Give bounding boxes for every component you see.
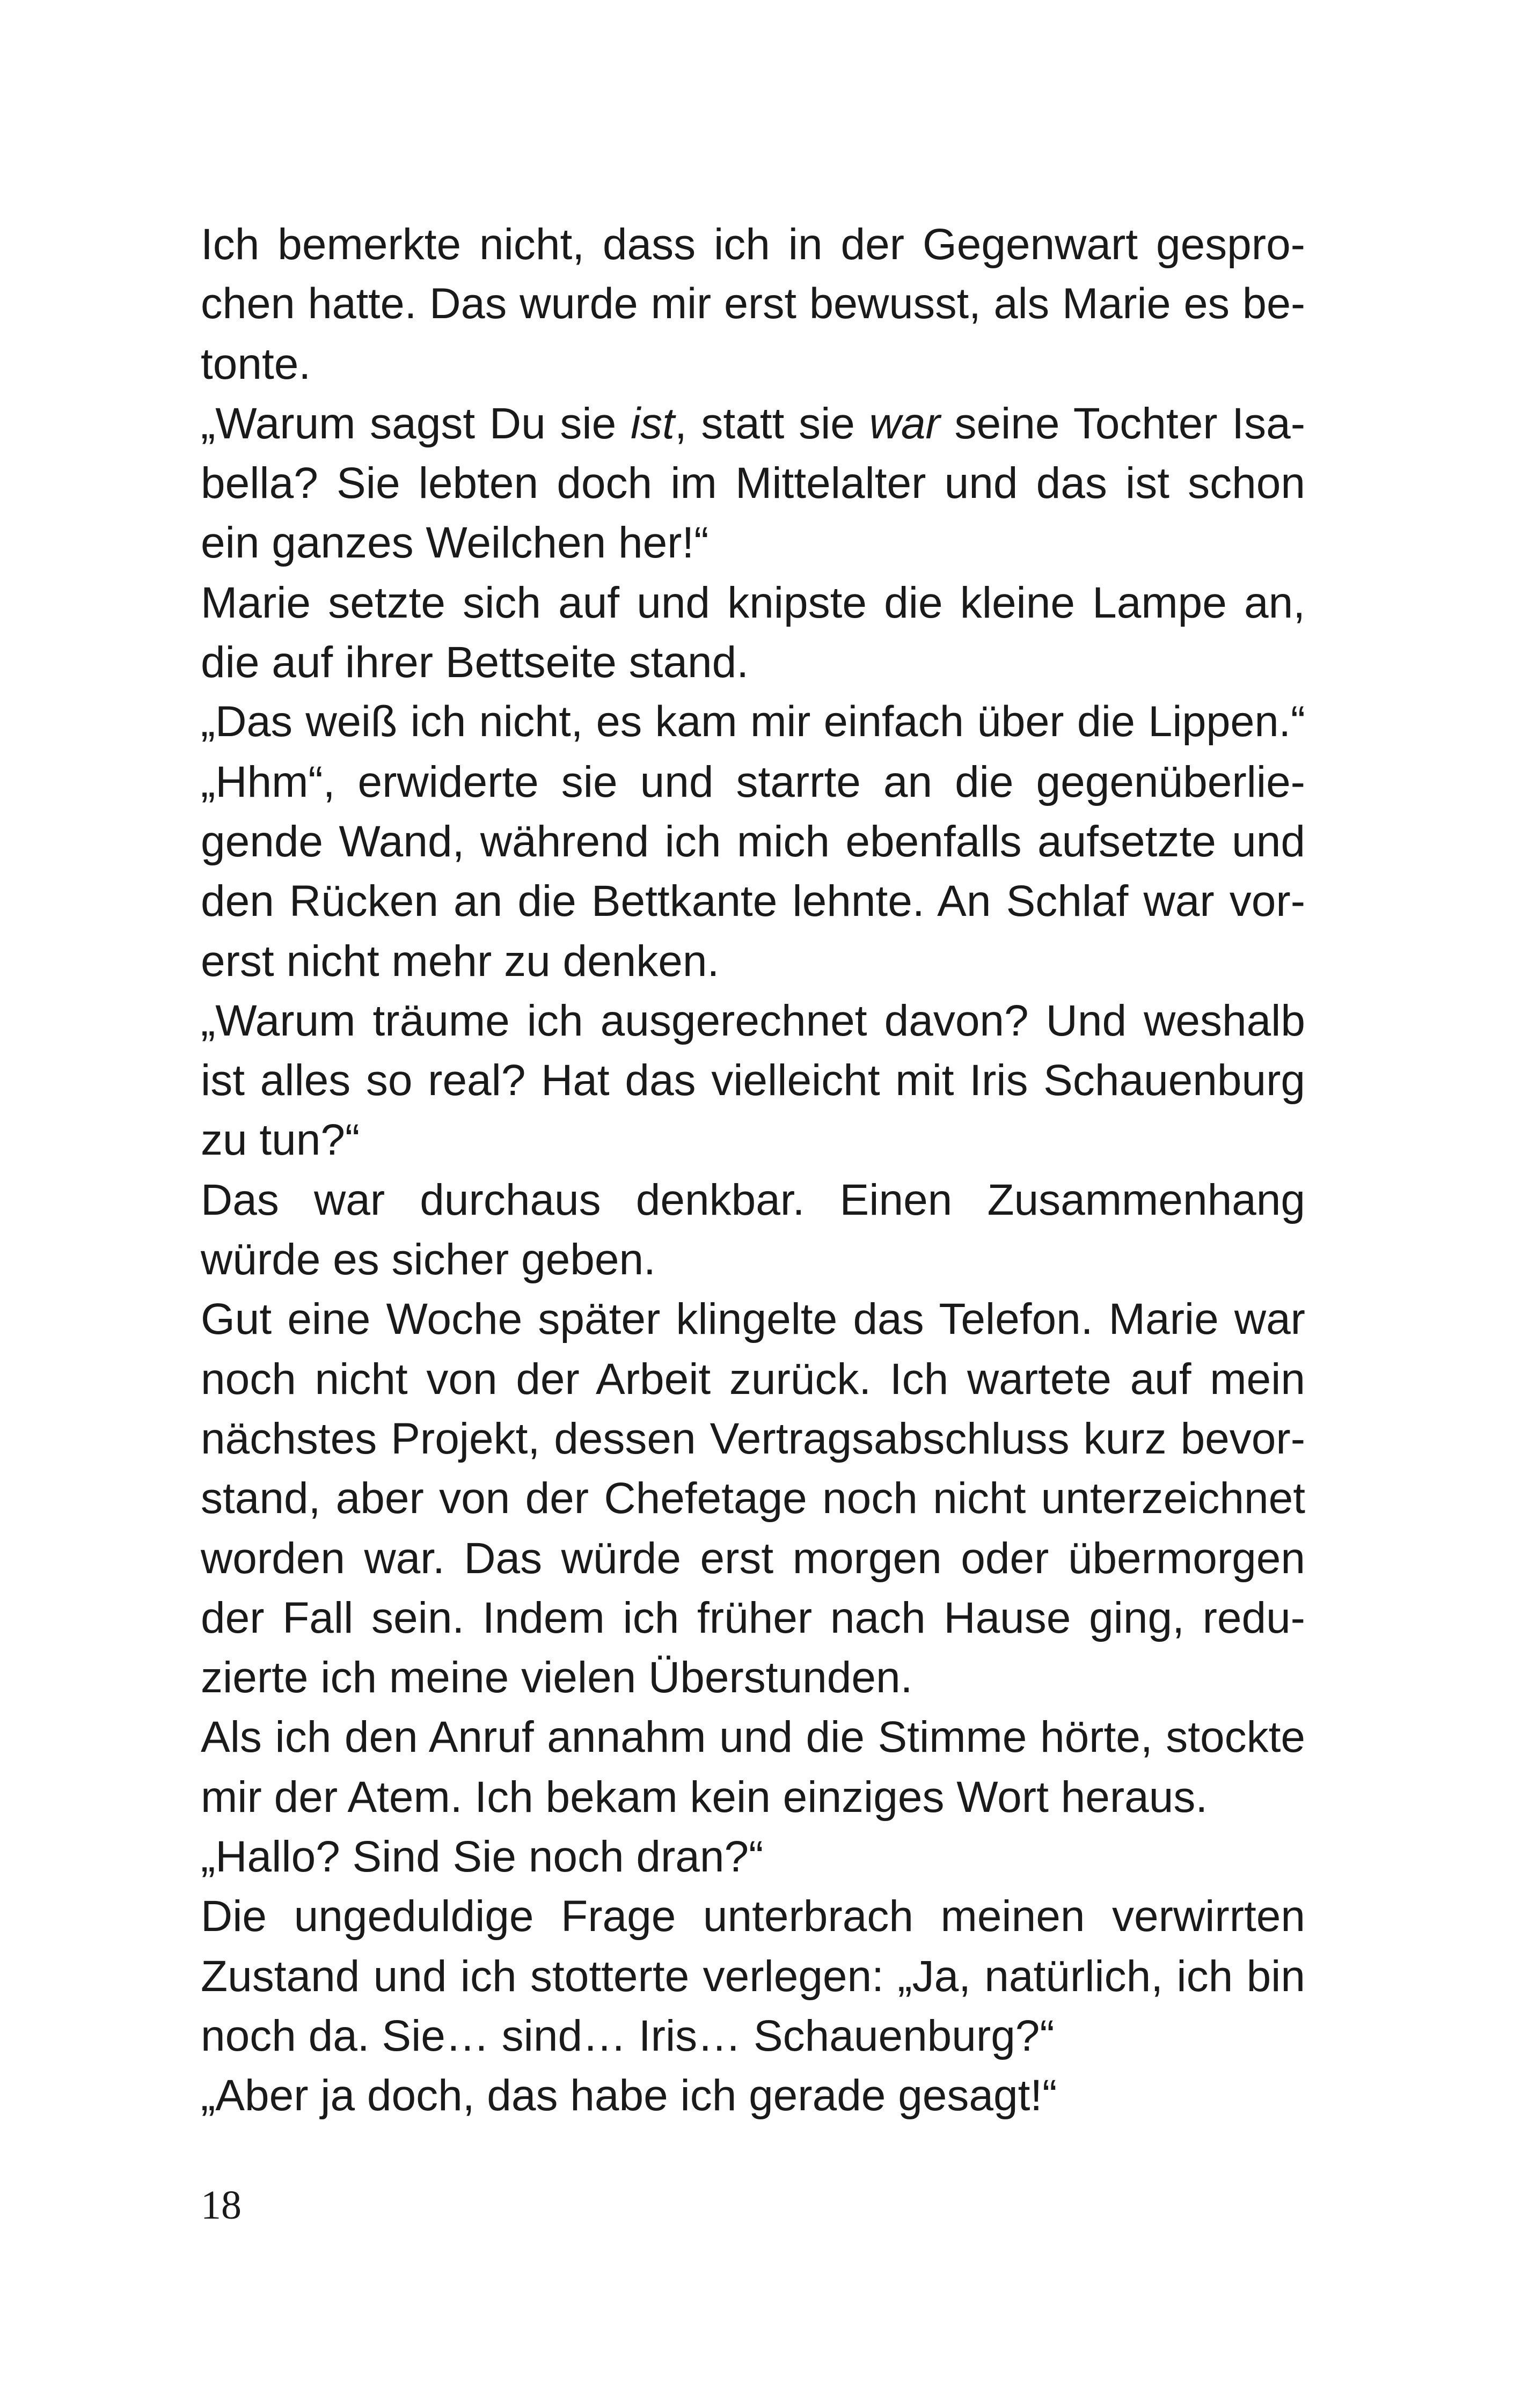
text-line: Die ungeduldige Frage unterbrach meinen verwirrten [201,1892,1305,1941]
text-segment: , statt sie [674,399,869,448]
text-line: „Hhm“, erwiderte sie und starrte an die gegenüberlie- [201,757,1305,806]
text-line: nächstes Projekt, dessen Vertragsabschluss kurz bevor- [201,1414,1305,1463]
text-line: würde es sicher geben. [201,1235,656,1284]
text-line: noch da. Sie… sind… Iris… Schauenburg?“ [201,2011,1055,2060]
text-line: den Rücken an die Bettkante lehnte. An Schlaf war vor- [201,877,1305,926]
text-line: der Fall sein. Indem ich früher nach Hause ging, redu- [201,1593,1305,1642]
body-text [201,215,1305,2126]
text-line: Zustand und ich stotterte verlegen: „Ja, natürlich, ich bin [201,1951,1305,2001]
text-line: zierte ich meine vielen Überstunden. [201,1653,913,1702]
text-line: „Hallo? Sind Sie noch dran?“ [201,1832,764,1882]
italic-word: war [869,399,940,448]
text-line: chen hatte. Das wurde mir erst bewusst, als Marie es be- [201,280,1305,328]
text-line: Marie setzte sich auf und knipste die kleine Lampe an, [201,578,1305,627]
text-line: mir der Atem. Ich bekam kein einziges Wort heraus. [201,1772,1208,1822]
text-line: tonte. [201,339,311,388]
text-line: erst nicht mehr zu denken. [201,936,720,986]
text-line: noch nicht von der Arbeit zurück. Ich wartete auf mein [201,1354,1305,1404]
text-line: bella? Sie lebten doch im Mittelalter und das ist schon [201,459,1305,508]
page-number: 18 [201,2183,242,2228]
text-line: Das war durchaus denkbar. Einen Zusammenhang [201,1175,1305,1224]
text-line: gende Wand, während ich mich ebenfalls aufsetzte und [201,817,1305,866]
text-line [201,394,1305,453]
text-line: worden war. Das würde erst morgen oder übermorgen [201,1533,1305,1583]
text-line: stand, aber von der Chefetage noch nicht unterzeichnet [201,1474,1305,1523]
italic-word: ist [630,399,675,448]
text-line: die auf ihrer Bettseite stand. [201,638,749,687]
text-line: Gut eine Woche später klingelte das Telefon. Marie war [201,1295,1305,1344]
text-line: „Aber ja doch, das habe ich gerade gesagt!“ [201,2071,1057,2120]
text-line: Als ich den Anruf annahm und die Stimme hörte, stockte [201,1713,1305,1762]
text-line: Ich bemerkte nicht, dass ich in der Gegenwart gespro- [201,220,1305,269]
text-line: „Das weiß ich nicht, es kam mir einfach über die Lippen.“ [201,698,1305,746]
text-line: ist alles so real? Hat das vielleicht mit Iris Schauenburg [201,1056,1305,1105]
text-line: „Warum träume ich ausgerechnet davon? Und weshalb [201,996,1305,1045]
text-segment: „Warum sagst Du sie [201,399,631,448]
text-line: zu tun?“ [201,1115,360,1165]
text-line: ein ganzes Weilchen her!“ [201,518,709,568]
text-segment: seine Tochter Isa- [940,399,1306,448]
